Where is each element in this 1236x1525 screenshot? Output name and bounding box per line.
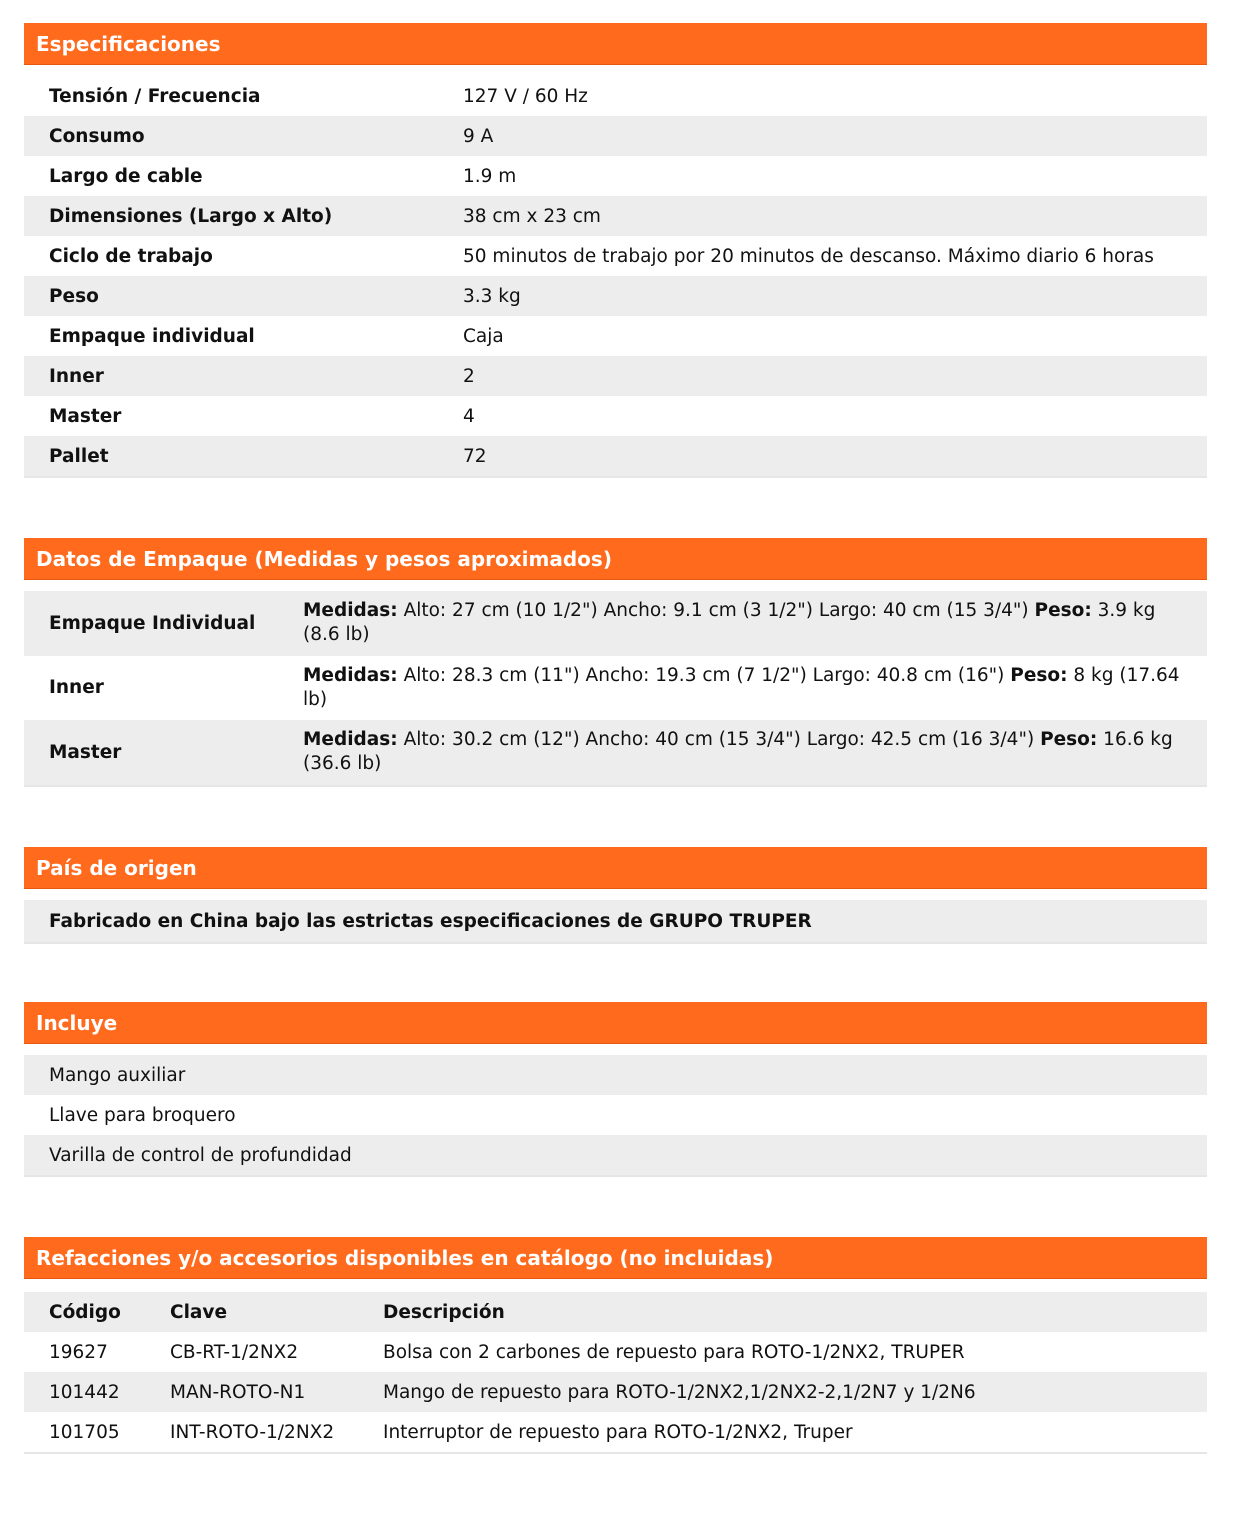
medidas-label: Medidas: <box>303 664 398 686</box>
specs-table <box>24 76 1207 478</box>
packaging-value <box>303 599 1183 647</box>
table-header-row <box>24 1292 1207 1332</box>
cell-codigo: 101442 <box>49 1381 120 1403</box>
cell-clave: CB-RT-1/2NX2 <box>170 1341 299 1363</box>
spec-row <box>24 276 1207 316</box>
table-row <box>24 1332 1207 1372</box>
list-item <box>24 1095 1207 1135</box>
packaging-table <box>24 591 1207 787</box>
spec-row <box>24 196 1207 236</box>
spec-row <box>24 316 1207 356</box>
spec-value: 72 <box>463 445 487 467</box>
spec-label: Master <box>49 405 122 427</box>
header-descripcion: Descripción <box>383 1301 505 1323</box>
packaging-row <box>24 591 1207 656</box>
spec-row <box>24 356 1207 396</box>
cell-codigo: 101705 <box>49 1421 120 1443</box>
medidas-value: Alto: 28.3 cm (11") Ancho: 19.3 cm (7 1/2") Largo: 40.8 cm (16") <box>397 664 1011 686</box>
packaging-label: Inner <box>49 677 104 699</box>
peso-label: Peso: <box>1010 664 1068 686</box>
cell-clave: MAN-ROTO-N1 <box>170 1381 306 1403</box>
include-item: Mango auxiliar <box>49 1064 186 1086</box>
section-especificaciones <box>24 23 1207 478</box>
table-row <box>24 1372 1207 1412</box>
cell-descripcion: Bolsa con 2 carbones de repuesto para ROTO-1/2NX2, TRUPER <box>383 1341 965 1363</box>
cell-clave: INT-ROTO-1/2NX2 <box>170 1421 335 1443</box>
section-header-origen: País de origen <box>24 847 1207 889</box>
section-refacciones <box>24 1237 1207 1454</box>
spec-label: Tensión / Frecuencia <box>49 85 261 107</box>
section-pais-origen <box>24 847 1207 944</box>
medidas-value: Alto: 27 cm (10 1/2") Ancho: 9.1 cm (3 1/2") Largo: 40 cm (15 3/4") <box>397 600 1035 622</box>
packaging-value <box>303 664 1183 712</box>
includes-list <box>24 1055 1207 1177</box>
peso-value: 3.9 kg (8.6 lb) <box>303 600 1156 646</box>
packaging-label: Empaque Individual <box>49 612 256 634</box>
spec-value: 4 <box>463 405 475 427</box>
include-item: Llave para broquero <box>49 1104 236 1126</box>
cell-descripcion: Mango de repuesto para ROTO-1/2NX2,1/2NX2-2,1/2N7 y 1/2N6 <box>383 1381 976 1403</box>
spec-value: Caja <box>463 325 504 347</box>
peso-value: 8 kg (17.64 lb) <box>303 664 1180 710</box>
cell-codigo: 19627 <box>49 1341 108 1363</box>
list-item <box>24 1135 1207 1175</box>
packaging-value <box>303 728 1183 776</box>
packaging-row <box>24 720 1207 785</box>
spec-row <box>24 116 1207 156</box>
peso-value: 16.6 kg (36.6 lb) <box>303 729 1173 775</box>
spec-label: Pallet <box>49 445 109 467</box>
spec-value: 3.3 kg <box>463 285 521 307</box>
origin-row <box>24 900 1207 942</box>
section-header-especificaciones: Especificaciones <box>24 23 1207 65</box>
medidas-value: Alto: 30.2 cm (12") Ancho: 40 cm (15 3/4") Largo: 42.5 cm (16 3/4") <box>397 729 1041 751</box>
spec-value: 9 A <box>463 125 494 147</box>
spec-row <box>24 156 1207 196</box>
origin-table <box>24 900 1207 944</box>
spec-label: Largo de cable <box>49 165 203 187</box>
spec-label: Dimensiones (Largo x Alto) <box>49 205 333 227</box>
spec-label: Empaque individual <box>49 325 255 347</box>
packaging-label: Master <box>49 741 122 763</box>
peso-label: Peso: <box>1034 600 1092 622</box>
list-item <box>24 1055 1207 1095</box>
spec-label: Ciclo de trabajo <box>49 245 213 267</box>
spec-row <box>24 396 1207 436</box>
medidas-label: Medidas: <box>303 600 398 622</box>
origin-text: Fabricado en China bajo las estrictas especificaciones de GRUPO TRUPER <box>49 910 812 932</box>
section-header-refacciones: Refacciones y/o accesorios disponibles en catálogo (no incluidas) <box>24 1237 1207 1279</box>
spec-value: 2 <box>463 365 475 387</box>
spec-value: 50 minutos de trabajo por 20 minutos de descanso. Máximo diario 6 horas <box>463 245 1154 267</box>
spec-row <box>24 436 1207 476</box>
header-clave: Clave <box>170 1301 228 1323</box>
peso-label: Peso: <box>1040 729 1098 751</box>
cell-descripcion: Interruptor de repuesto para ROTO-1/2NX2, Truper <box>383 1421 853 1443</box>
include-item: Varilla de control de profundidad <box>49 1144 352 1166</box>
medidas-label: Medidas: <box>303 729 398 751</box>
section-datos-empaque <box>24 538 1207 787</box>
spec-label: Consumo <box>49 125 145 147</box>
spec-value: 127 V / 60 Hz <box>463 85 588 107</box>
spec-label: Inner <box>49 365 104 387</box>
parts-table <box>24 1292 1207 1454</box>
section-header-incluye: Incluye <box>24 1002 1207 1044</box>
spec-row <box>24 236 1207 276</box>
spec-row <box>24 76 1207 116</box>
header-codigo: Código <box>49 1301 121 1323</box>
spec-label: Peso <box>49 285 99 307</box>
section-header-empaque: Datos de Empaque (Medidas y pesos aproximados) <box>24 538 1207 580</box>
section-incluye <box>24 1002 1207 1177</box>
table-row <box>24 1412 1207 1452</box>
spec-value: 38 cm x 23 cm <box>463 205 601 227</box>
packaging-row <box>24 656 1207 721</box>
spec-value: 1.9 m <box>463 165 517 187</box>
